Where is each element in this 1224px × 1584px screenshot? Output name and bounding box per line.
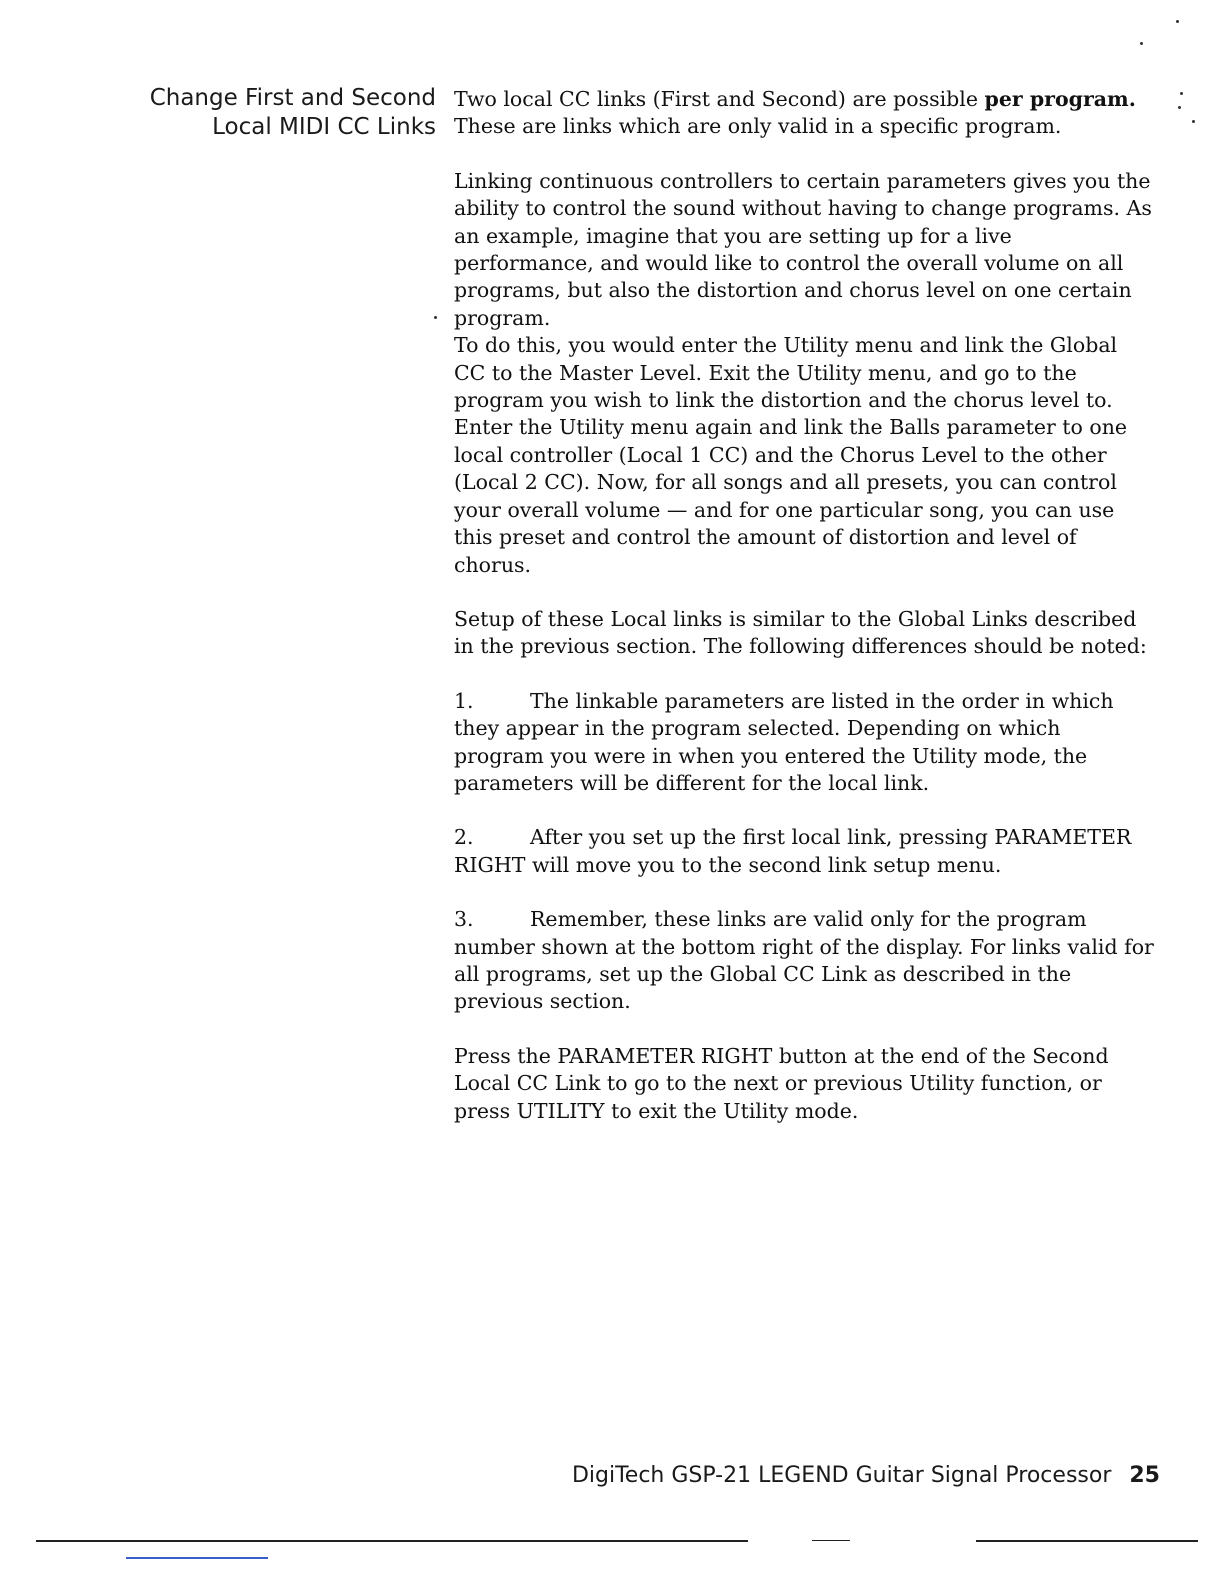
list-item-text: Remember, these links are valid only for the program number shown at the bottom right of the display. For links valid for all programs, set up the Global CC Link as described in the previous section. xyxy=(454,907,1154,1014)
list-item-text: After you set up the first local link, pressing PARAMETER RIGHT will move you to the second link setup menu. xyxy=(454,825,1132,877)
list-item xyxy=(454,906,1154,1016)
page-footer xyxy=(572,1463,1160,1488)
intro-paragraph xyxy=(454,86,1154,141)
closing-text-1: Press the xyxy=(454,1043,558,1068)
parameter-right-key: PARAMETER RIGHT xyxy=(557,1043,773,1068)
list-item xyxy=(454,688,1154,798)
section-heading-line-1: Change First and Second xyxy=(149,85,436,111)
paragraph-linking: Linking continuous controllers to certain parameters gives you the ability to control the sound without having to change programs. As an example, imagine that you are setting up for a live performance, and would like to control the overall volume on all programs, but also the distortion and chorus level on one certain program. xyxy=(454,168,1152,330)
scan-speck xyxy=(1180,92,1183,95)
section-heading-line-2: Local MIDI CC Links xyxy=(212,114,436,140)
footer-rule-mid xyxy=(812,1540,850,1541)
footer-title: DigiTech GSP-21 LEGEND Guitar Signal Processor xyxy=(571,1463,1112,1488)
page-number: 25 xyxy=(1129,1463,1160,1488)
closing-paragraph xyxy=(454,1043,1154,1125)
footer-rule-right xyxy=(976,1540,1198,1542)
list-item-text: The linkable parameters are listed in the order in which they appear in the program selected. Depending on which program you were in when you entered the Utility mode, the parameters will be different for the local link. xyxy=(454,688,1114,795)
body-text xyxy=(454,86,1154,1125)
list-item-number: 3. xyxy=(454,907,474,932)
intro-line-2: These are links which are only valid in a specific program. xyxy=(454,114,1062,139)
intro-emphasis: per program. xyxy=(984,87,1136,111)
scan-speck xyxy=(1140,42,1143,45)
scan-speck xyxy=(1178,106,1181,109)
intro-text: Two local CC links (First and Second) are possible xyxy=(454,87,985,111)
list-item-number: 1. xyxy=(454,688,474,713)
section-heading xyxy=(60,84,436,142)
scan-speck xyxy=(1192,120,1195,123)
footer-rule-left xyxy=(36,1540,748,1542)
closing-text-3: to exit the Utility mode. xyxy=(604,1098,859,1123)
closing-text-2: button at the end of the Second Local CC Link to go to the next or previous Utility function, or press xyxy=(454,1043,1109,1123)
list-item xyxy=(454,824,1154,879)
paragraph-example: To do this, you would enter the Utility menu and link the Global CC to the Master Level. Exit the Utility menu, and go to the program you wish to link the distortion and the chorus level to. Enter the Utility menu again and link the Balls parameter to one local controller (Local 1 CC) and the Chorus Level to the other (Local 2 CC). Now, for all songs and all presets, you can control your overall volume — and for one particular song, you can use this preset and control the amount of distortion and level of chorus. xyxy=(454,333,1128,577)
utility-key: UTILITY xyxy=(516,1098,605,1123)
list-item-number: 2. xyxy=(454,825,474,850)
scan-speck xyxy=(434,316,437,319)
paragraph-setup: Setup of these Local links is similar to the Global Links described in the previous section. The following differences should be noted: xyxy=(454,606,1147,659)
scan-speck xyxy=(1176,20,1179,23)
footer-accent-rule xyxy=(126,1557,268,1559)
